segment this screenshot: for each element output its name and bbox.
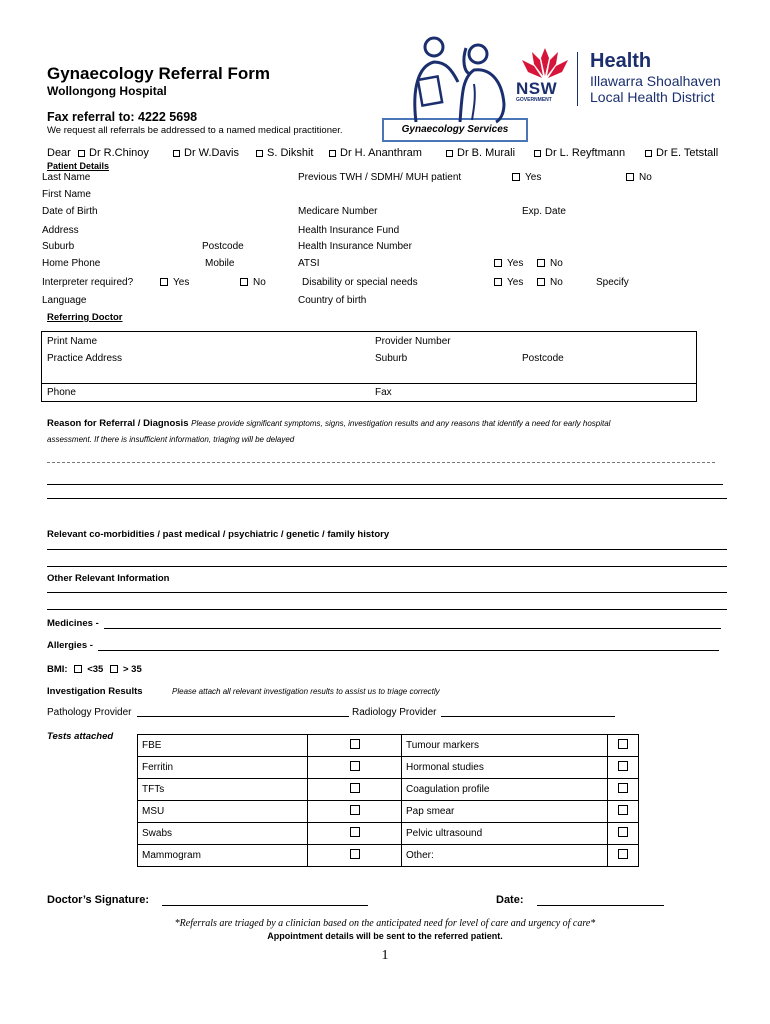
test-checkbox[interactable] (308, 757, 402, 779)
checkbox-icon (256, 150, 263, 157)
referrer-suburb-label: Suburb (375, 353, 408, 364)
triage-note: *Referrals are triaged by a clinician based on the anticipated need for level of care and urgency of care* (174, 918, 596, 929)
referring-doctor-heading: Referring Doctor (47, 312, 123, 323)
test-checkbox[interactable] (308, 735, 402, 757)
language-label: Language (42, 295, 87, 306)
checkbox-icon (618, 739, 628, 749)
checkbox-icon (537, 278, 545, 286)
checkbox-icon (329, 150, 336, 157)
nsw-government: GOVERNMENT (516, 97, 552, 103)
practice-address-label: Practice Address (47, 353, 123, 364)
test-checkbox[interactable] (608, 779, 639, 801)
signature-label: Doctor’s Signature: (47, 894, 150, 906)
other-info-heading: Other Relevant Information (47, 573, 170, 584)
hospital-name: Wollongong Hospital (47, 84, 167, 98)
health-wordmark: Health (590, 50, 652, 72)
table-row (138, 757, 639, 779)
radiology-provider-label: Radiology Provider (352, 707, 437, 718)
checkbox-icon (240, 278, 248, 286)
phone-label: Phone (47, 387, 76, 398)
tests-table (137, 734, 639, 867)
checkbox-icon (494, 278, 502, 286)
reason-line-2[interactable] (47, 484, 723, 485)
last-name-label: Last Name (42, 172, 91, 183)
atsi-no-option[interactable]: No (537, 258, 563, 269)
disability-no-option[interactable]: No (537, 277, 563, 288)
test-name: TFTs (138, 779, 308, 801)
allergies-field[interactable] (98, 650, 719, 651)
clinicians-logo-icon (404, 34, 514, 124)
checkbox-icon (618, 805, 628, 815)
nsw-wordmark: NSW (516, 79, 558, 98)
district-line1: Illawarra Shoalhaven (590, 73, 721, 89)
dob-label: Date of Birth (42, 206, 98, 217)
reason-line-3[interactable] (47, 498, 727, 499)
service-badge: Gynaecology Services (382, 118, 528, 142)
disability-yes-option[interactable]: Yes (494, 277, 523, 288)
previous-yes-option[interactable]: Yes (512, 172, 541, 183)
checkbox-icon (537, 259, 545, 267)
reason-note-line2: assessment. If there is insufficient information, triaging will be delayed (47, 435, 295, 444)
exp-date-label: Exp. Date (522, 206, 566, 217)
comorbidities-heading: Relevant co-morbidities / past medical / psychiatric / genetic / family history (47, 529, 390, 540)
checkbox-icon (534, 150, 541, 157)
doctor-option-murali[interactable]: Dr B. Murali (446, 147, 515, 159)
health-number-label: Health Insurance Number (298, 241, 412, 252)
reason-line-1[interactable] (47, 462, 715, 463)
table-row (138, 801, 639, 823)
other-info-line-1[interactable] (47, 592, 727, 593)
doctor-option-tetstall[interactable]: Dr E. Tetstall (645, 147, 718, 159)
bmi-row: BMI: <35 > 35 (47, 664, 142, 675)
checkbox-icon (618, 849, 628, 859)
reason-heading: Reason for Referral / Diagnosis Please provide significant symptoms, signs, investigation results and any reasons that identify a need for early hospital (47, 418, 611, 429)
interpreter-yes-option[interactable]: Yes (160, 277, 189, 288)
checkbox-icon (78, 150, 85, 157)
disability-label: Disability or special needs (302, 277, 418, 288)
checkbox-icon (350, 827, 360, 837)
checkbox-icon (618, 827, 628, 837)
request-note: We request all referrals be addressed to a named medical practitioner. (47, 125, 343, 136)
test-checkbox[interactable] (608, 845, 639, 867)
test-name: Pelvic ultrasound (402, 823, 608, 845)
test-name: Coagulation profile (402, 779, 608, 801)
table-row (138, 779, 639, 801)
first-name-label: First Name (42, 189, 91, 200)
checkbox-icon (74, 665, 82, 673)
test-name: FBE (138, 735, 308, 757)
checkbox-icon (173, 150, 180, 157)
test-checkbox[interactable] (608, 823, 639, 845)
appointment-note: Appointment details will be sent to the referred patient. (267, 931, 503, 941)
test-checkbox[interactable] (308, 823, 402, 845)
test-checkbox[interactable] (308, 845, 402, 867)
atsi-yes-option[interactable]: Yes (494, 258, 523, 269)
doctor-option-chinoy[interactable]: Dr R.Chinoy (78, 147, 149, 159)
checkbox-icon (350, 849, 360, 859)
postcode-label: Postcode (202, 241, 244, 252)
test-checkbox[interactable] (308, 779, 402, 801)
test-name: Other: (402, 845, 608, 867)
doctor-option-ananthram[interactable]: Dr H. Ananthram (329, 147, 422, 159)
other-info-line-2[interactable] (47, 609, 727, 610)
doctor-option-dikshit[interactable]: S. Dikshit (256, 147, 313, 159)
checkbox-icon (645, 150, 652, 157)
medicare-label: Medicare Number (298, 206, 378, 217)
test-name: Tumour markers (402, 735, 608, 757)
country-label: Country of birth (298, 295, 367, 306)
checkbox-icon (350, 805, 360, 815)
mobile-label: Mobile (205, 258, 235, 269)
medicines-label: Medicines - (47, 618, 99, 629)
previous-patient-label: Previous TWH / SDMH/ MUH patient (298, 172, 462, 183)
investigation-note: Please attach all relevant investigation results to assist us to triage correctly (172, 687, 440, 696)
table-row (138, 823, 639, 845)
interpreter-label: Interpreter required? (42, 277, 134, 288)
radiology-provider-field[interactable] (441, 716, 615, 717)
investigation-heading: Investigation Results (47, 686, 143, 697)
address-label: Address (42, 225, 79, 236)
dear-label: Dear (47, 147, 71, 159)
suburb-label: Suburb (42, 241, 75, 252)
test-name: Hormonal studies (402, 757, 608, 779)
form-title: Gynaecology Referral Form (47, 64, 270, 83)
comorbidities-line-2[interactable] (47, 566, 727, 567)
date-label: Date: (496, 894, 524, 906)
district-line2: Local Health District (590, 89, 715, 105)
test-checkbox[interactable] (608, 801, 639, 823)
checkbox-icon (446, 150, 453, 157)
referring-doctor-box (41, 331, 697, 402)
bmi-over-35-option[interactable]: > 35 (106, 664, 142, 675)
fax-label: Fax (375, 387, 392, 398)
comorbidities-line-1[interactable] (47, 549, 727, 550)
logo-divider (577, 52, 578, 106)
home-phone-label: Home Phone (42, 258, 101, 269)
table-row (138, 845, 639, 867)
checkbox-icon (350, 761, 360, 771)
medicines-field[interactable] (104, 628, 721, 629)
test-name: MSU (138, 801, 308, 823)
checkbox-icon (160, 278, 168, 286)
doctor-option-davis[interactable]: Dr W.Davis (173, 147, 239, 159)
test-checkbox[interactable] (608, 735, 639, 757)
checkbox-icon (618, 783, 628, 793)
test-checkbox[interactable] (608, 757, 639, 779)
checkbox-icon (350, 783, 360, 793)
patient-details-heading: Patient Details (47, 161, 110, 171)
previous-no-option[interactable]: No (626, 172, 652, 183)
doctor-option-reyftmann[interactable]: Dr L. Reyftmann (534, 147, 625, 159)
referrer-postcode-label: Postcode (522, 353, 564, 364)
table-row (138, 735, 639, 757)
test-checkbox[interactable] (308, 801, 402, 823)
bmi-under-35-option[interactable]: <35 (70, 664, 103, 675)
date-field[interactable] (537, 905, 664, 906)
checkbox-icon (350, 739, 360, 749)
checkbox-icon (110, 665, 118, 673)
test-name: Mammogram (138, 845, 308, 867)
print-name-label: Print Name (47, 336, 98, 347)
tests-attached-label: Tests attached (47, 731, 114, 742)
atsi-label: ATSI (298, 258, 320, 269)
allergies-label: Allergies - (47, 640, 93, 651)
test-name: Ferritin (138, 757, 308, 779)
health-fund-label: Health Insurance Fund (298, 225, 400, 236)
checkbox-icon (618, 761, 628, 771)
page-number: 1 (381, 948, 389, 963)
checkbox-icon (512, 173, 520, 181)
signature-field[interactable] (162, 905, 368, 906)
pathology-provider-label: Pathology Provider (47, 707, 132, 718)
checkbox-icon (626, 173, 634, 181)
waratah-icon (518, 46, 572, 82)
provider-number-label: Provider Number (375, 336, 451, 347)
specify-label: Specify (596, 277, 629, 288)
fax-number: Fax referral to: 4222 5698 (47, 110, 198, 124)
test-name: Swabs (138, 823, 308, 845)
test-name: Pap smear (402, 801, 608, 823)
pathology-provider-field[interactable] (137, 716, 349, 717)
checkbox-icon (494, 259, 502, 267)
divider (41, 383, 697, 384)
interpreter-no-option[interactable]: No (240, 277, 266, 288)
